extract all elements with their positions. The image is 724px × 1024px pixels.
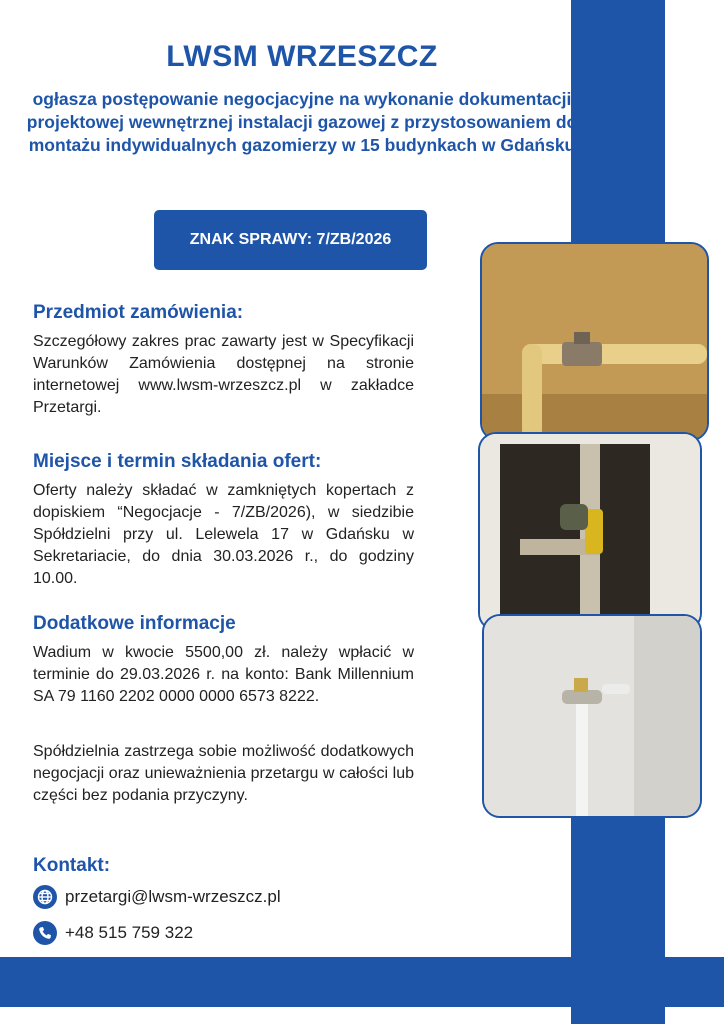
subject-heading: Przedmiot zamówienia: [33,302,244,323]
place-heading: Miejsce i termin składania ofert: [33,451,322,472]
place-text: Oferty należy składać w zamkniętych kopertach z dopiskiem “Negocjacje - 7/ZB/2026), w siedzibie Spółdzielni przy ul. Lelewela 17 w Gdańsku w Sekretariacie, do dnia 30.03.2026 r., do godziny 10.00. [33,482,414,587]
gas-pipe-photo-1 [480,242,709,441]
contact-heading: Kontakt: [33,855,111,876]
additional-heading: Dodatkowe informacje [33,613,236,634]
contact-phone-row [33,921,193,945]
contact-email[interactable]: przetargi@lwsm-wrzeszcz.pl [65,887,281,906]
page-subtitle: ogłasza postępowanie negocjacyjne na wykonanie dokumentacji projektowej wewnętrznej instalacji gazowej z przystosowaniem do montażu indywidualnych gazomierzy w 15 budynkach w Gdańsku [26,89,578,155]
gas-pipe-photo-2 [478,432,702,631]
case-number-text: ZNAK SPRAWY: 7/ZB/2026 [189,231,392,248]
gas-pipe-photo-3 [482,614,702,818]
subject-text: Szczegółowy zakres prac zawarty jest w Specyfikacji Warunków Zamówienia dostępnej na stronie internetowej www.lwsm-wrzeszcz.pl w zakładce Przetargi. [33,333,414,416]
additional-text-deposit: Wadium w kwocie 5500,00 zł. należy wpłacić w terminie do 29.03.2026 r. na konto: Bank Millennium SA 79 1160 2202 0000 0000 6573 8222. [33,644,414,705]
case-number-badge [154,210,427,270]
phone-icon [33,921,57,945]
contact-phone[interactable]: +48 515 759 322 [65,923,194,942]
contact-email-row [33,885,281,909]
page-title: LWSM WRZESZCZ [166,40,438,73]
bottom-accent-bar [0,957,724,1007]
globe-icon [33,885,57,909]
additional-text-reservation: Spółdzielnia zastrzega sobie możliwość dodatkowych negocjacji oraz unieważnienia przetargu w całości lub części bez podania przyczyny. [33,743,414,804]
